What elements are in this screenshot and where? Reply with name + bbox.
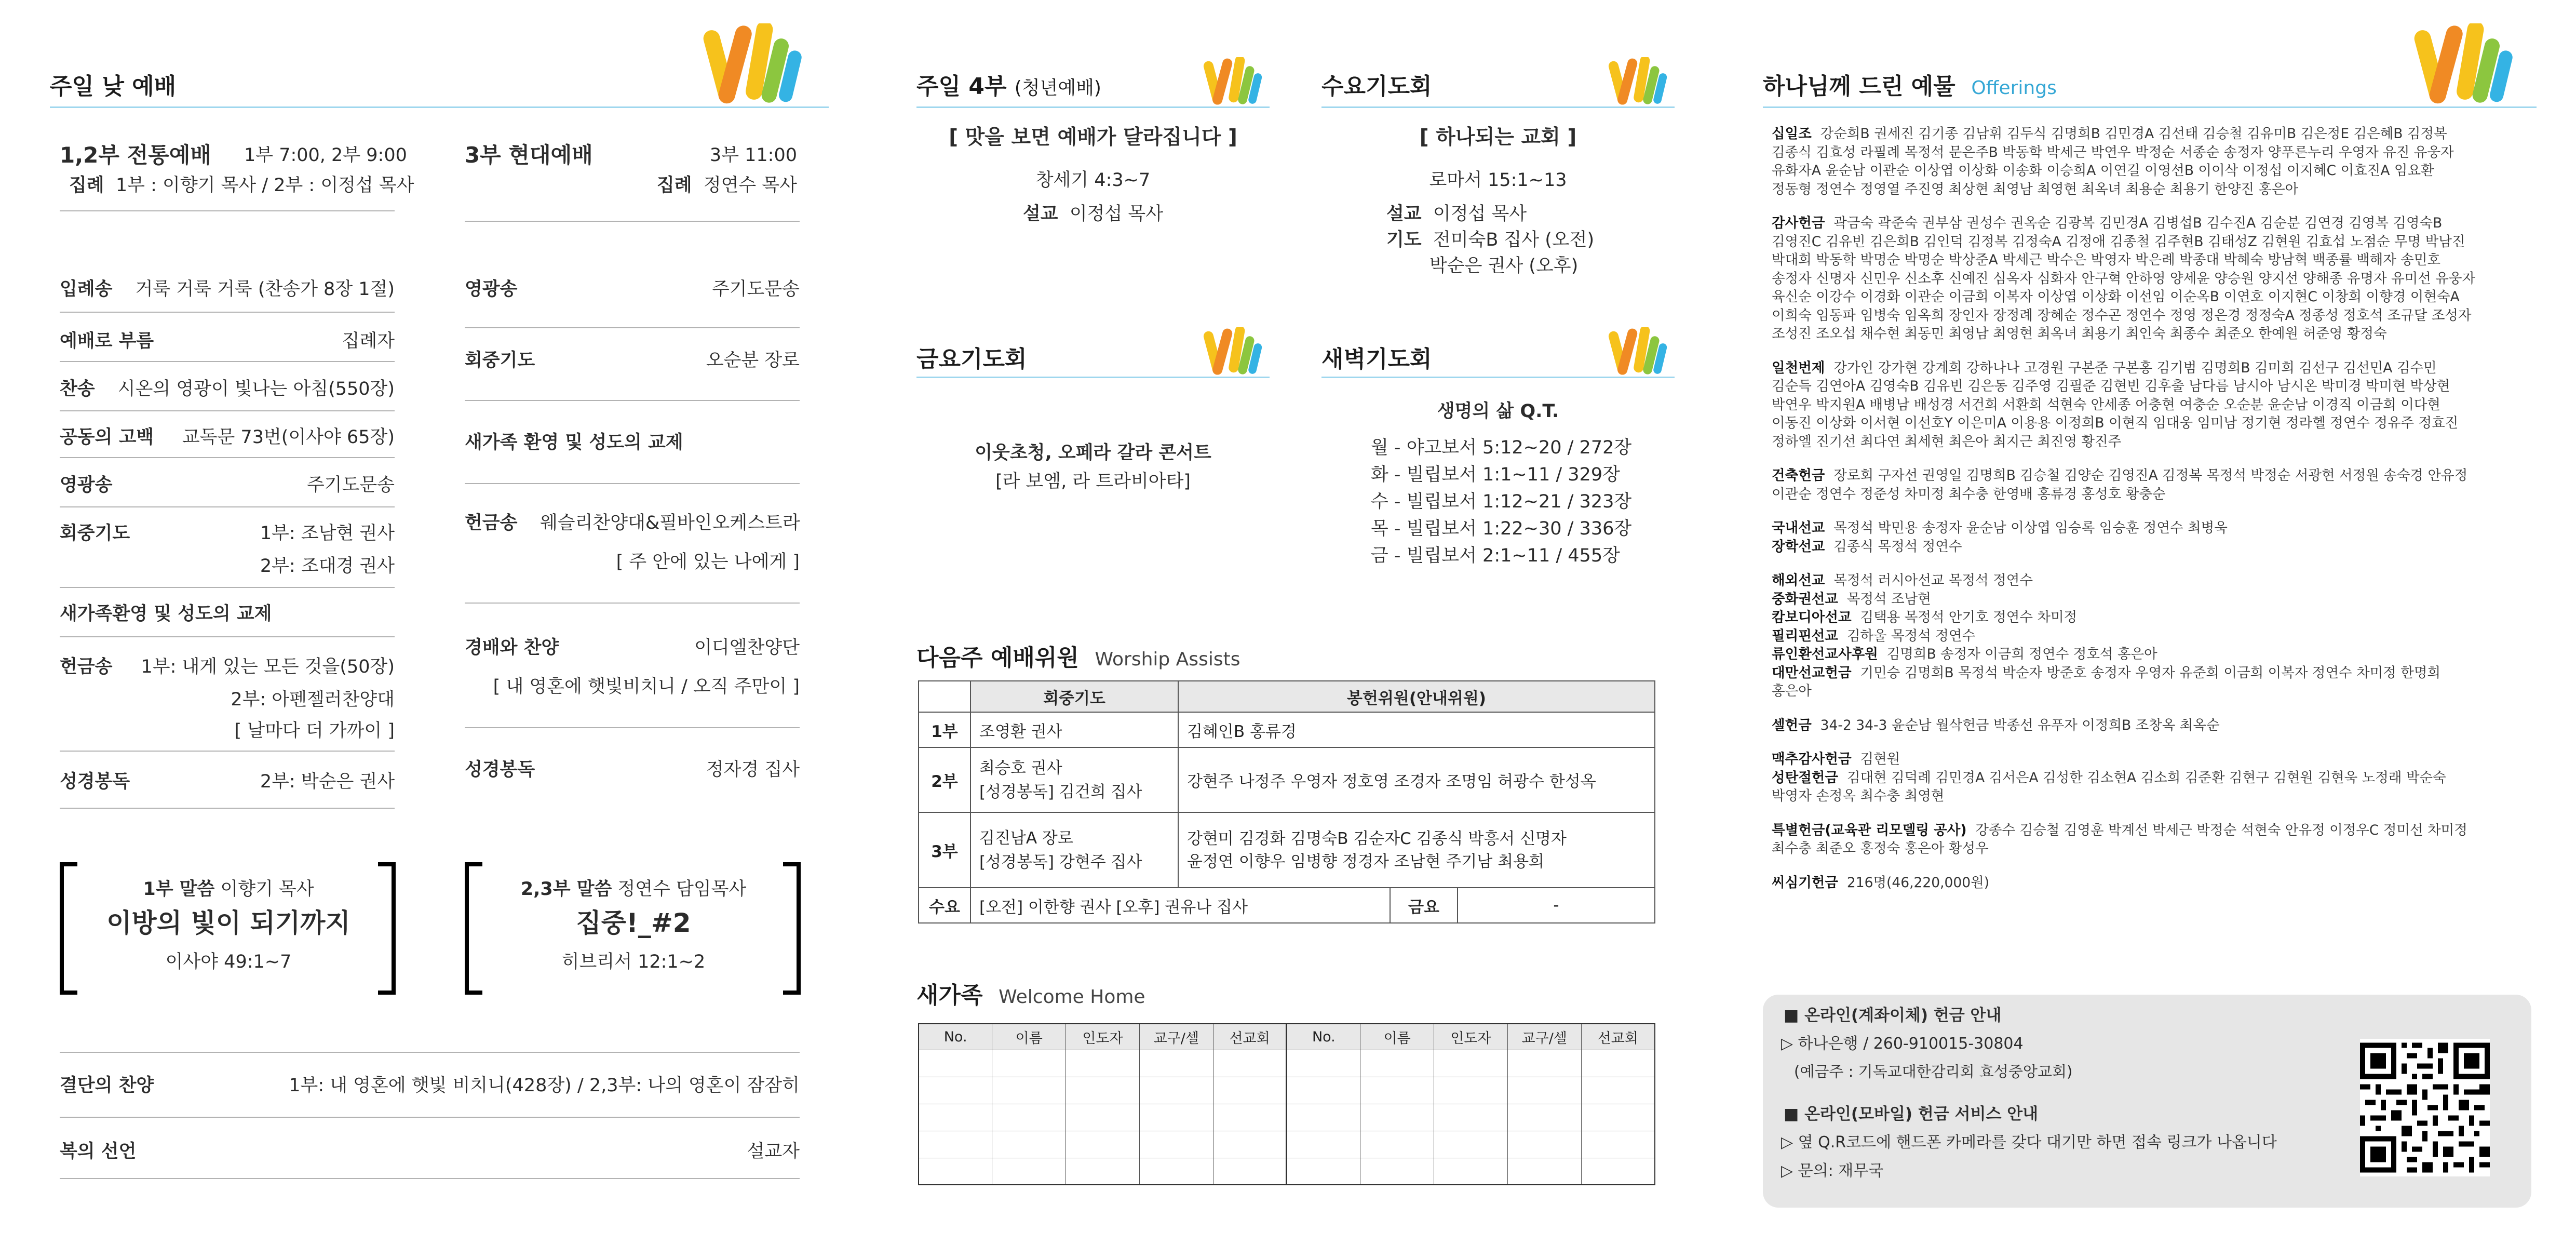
assist-header: 봉헌위원(안내위원) bbox=[1178, 681, 1655, 712]
order-row-label: 예배로 부름 bbox=[60, 331, 154, 352]
order-row-value: 1부: 내게 있는 모든 것을(50장) bbox=[141, 657, 395, 677]
dawn-line: 화 - 빌립보서 1:1~11 / 329장 bbox=[1371, 464, 1620, 485]
church-logo-icon bbox=[1604, 327, 1675, 377]
friday-title: 금요기도회 bbox=[916, 346, 1027, 372]
table-row bbox=[919, 1131, 1655, 1158]
service-12-label: 1,2부 전통예배 bbox=[60, 142, 211, 168]
worship-4-sermon: 설교 이정섭 목사 bbox=[1022, 204, 1164, 224]
order-row-value: 정자경 집사 bbox=[706, 759, 800, 780]
table-row: 2부 최승호 권사 [성경봉독] 김건희 집사 강현주 나정주 우영자 정호영 조경자 조명임 허광수 한성옥 bbox=[919, 747, 1655, 812]
order-row-value: 2부: 아펜젤러찬양대 bbox=[231, 689, 395, 710]
table-row bbox=[919, 1077, 1655, 1104]
sermon-1-title: 이방의 빛이 되기까지 bbox=[106, 908, 350, 938]
dawn-theme: 생명의 삶 Q.T. bbox=[1437, 401, 1559, 422]
sermon-23-preacher: 2,3부 말씀 정연수 담임목사 bbox=[520, 879, 747, 900]
friday-line2: [라 보엠, 라 트라비아타] bbox=[995, 471, 1191, 492]
wednesday-sermon: 설교 이정섭 목사 bbox=[1386, 204, 1527, 224]
online-line: ▷ 하나은행 / 260-910015-30804 bbox=[1781, 1035, 2024, 1053]
order-row-label: 새가족 환영 및 성도의 교제 bbox=[465, 432, 683, 453]
closing-value: 1부: 내 영혼에 햇빛 비치니(428장) / 2,3부: 나의 영혼이 잠잠히 bbox=[289, 1075, 800, 1096]
online-line: ▷ 옆 Q.R코드에 핸드폰 카메라를 갖다 대기만 하면 접속 링크가 나옵니다 bbox=[1781, 1133, 2277, 1152]
sermon-1-preacher: 1부 말씀 이향기 목사 bbox=[143, 879, 314, 900]
bracket-right bbox=[378, 862, 396, 995]
order-row-value: 2부: 박순은 권사 bbox=[260, 771, 395, 792]
order-row-label: 공동의 고백 bbox=[60, 427, 154, 448]
order-row-value: 교독문 73번(이사야 65장) bbox=[182, 427, 395, 448]
order-row-label: 헌금송 bbox=[60, 657, 113, 677]
sermon-1-ref: 이사야 49:1~7 bbox=[165, 952, 292, 972]
blessing-value: 설교자 bbox=[747, 1141, 800, 1162]
dawn-line: 목 - 빌립보서 1:22~30 / 336장 bbox=[1371, 518, 1632, 539]
church-logo-icon bbox=[1604, 57, 1675, 106]
table-row: 3부 김진남A 장로 [성경봉독] 강현주 집사 강현미 김경화 김명숙B 김순자C 김종식 박흥서 신명자 윤정연 이향우 임병향 정경자 조남현 주기남 최용희 bbox=[919, 812, 1655, 888]
online-heading-1: ■ 온라인(계좌이체) 헌금 안내 bbox=[1784, 1006, 2002, 1025]
church-logo-icon bbox=[688, 23, 823, 106]
closing-label: 결단의 찬양 bbox=[60, 1075, 154, 1096]
wednesday-prayer-2: 박순은 권사 (오후) bbox=[1429, 256, 1579, 276]
order-row-value: 1부: 조남현 권사 bbox=[260, 523, 395, 544]
online-line: (예금주 : 기독교대한감리회 효성중앙교회) bbox=[1794, 1063, 2073, 1080]
order-row-value: 웨슬리찬양대&필바인오케스트라 bbox=[540, 513, 800, 533]
wednesday-theme: [ 하나되는 교회 ] bbox=[1419, 126, 1577, 149]
sermon-23-ref: 히브리서 12:1~2 bbox=[561, 952, 706, 972]
online-line: ▷ 문의: 재무국 bbox=[1781, 1162, 1884, 1180]
order-row-label: 입례송 bbox=[60, 279, 113, 300]
order-row-value: 주기도문송 bbox=[711, 279, 800, 300]
bracket-left bbox=[60, 862, 77, 995]
order-row-label: 영광송 bbox=[465, 279, 518, 300]
assist-header: 회중기도 bbox=[970, 681, 1178, 712]
offerings-list: 십일조 강순희B 권세진 김기종 김남휘 김두식 김명희B 김민경A 김선태 김승철 김유미B 김은정E 김은혜B 김정복 김종식 김효성 라필례 목정석 문은주B 박동학 박세근 박연우 박정순 서종순 송정자 양푸른누리 우영자 유진 유웅자 유화자A 윤순남 이관순 이상엽 이상화 이송화 이승희A 이연길 이영선B 이이삭 이정섭 이지혜C 이효진A 임요환 정동형 정연수 정영열 주진영 최상현 최영남 최영현 최옥녀 최용순 최용기 한양진 홍은아 감사헌금 곽금숙 곽준숙 권부삼 권성수 권옥순 김광복 김민경A 김병섭B 김수진A 김순분 김연경 김영복 김영숙B 김영진C 김유빈 김은희B 김인덕 김정복 김정숙A 김정애 김종철 김주현B 김태성Z 김현원 김효섭 노점순 무명 박남진 박대희 박동학 박명순 박명순 박상준A 박세근 박수은 박영자 박은례 박종대 박혜숙 방남혁 백종률 백해자 송민호 송정자 신명자 신민우 신소후 신예진 심옥자 심화자 안구혁 안하영 양세윤 양승원 양지선 양해종 유명자 유미선 유웅자 육신순 이강수 이경화 이관순 이금희 이복자 이상엽 이상화 이선임 이순옥B 이연호 이지현C 이창희 이향경 이현숙A 이희숙 임동파 임병숙 임옥희 장인자 장정례 장혜순 정수곤 정연수 정영 정은경 정정숙A 정종성 정호석 조규달 조성자 조성진 조오섭 채수현 최동민 최영남 최영현 최옥녀 최용기 최인숙 최종수 최준오 한예원 허준영 황정숙 일천번제 강가인 강가현 강계희 강하나나 고경원 구본준 구본홍 김기범 김명희B 김미희 김선구 김선민A 김수민 김순득 김연아A 김영숙B 김유빈 김은동 김주영 김필준 김현빈 김후출 남다름 남시아 남시온 박미경 박미현 박상현 박연우 박지원A 배병남 배성경 서건희 서환희 석현숙 안세종 어충현 여충순 오순분 윤순남 이경직 이금희 이다현 이동진 이상화 이서현 이선호Y 이은미A 이용용 이정희B 이현직 임대웅 임미남 정기현 정라헬 정연수 정유주 정효진 정하엘 진기선 최다연 최세현 최은아 최지근 최진영 황진주 건축헌금 장로회 구자선 권영일 김명희B 김승철 김양순 김영진A 김정복 목정석 박정순 서광현 서정원 송숙경 안유정 이관순 정연수 정준성 차미정 최수충 한영배 홍류경 홍성호 황충순 국내선교 목정석 박민용 송정자 윤순남 이상엽 임승록 임승훈 정연수 최병욱 장학선교 김종식 목정석 정연수 해외선교 목정석 러시아선교 목정석 정연수 중화권선교 목정석 조남현 캄보디아선교 김택용 목정석 안기호 정연수 차미정 필리핀선교 김하울 목정석 정연수 류인환선교사후원 김명희B 송정자 이금희 정연수 정호석 홍은아 대만선교헌금 기민승 김명희B 목정석 박순자 방준호 송정자 우영자 유준희 이금희 이복자 정연수 차미정 한명희 홍은아 셀헌금 34-2 34-3 윤순남 월삭헌금 박종선 유푸자 이정희B 조창옥 최옥순 맥추감사헌금 김현원 성탄절헌금 김대현 김덕례 김민경A 김서은A 김성한 김소현A 김소희 김준환 김현구 김현원 김현욱 노정래 박순숙 박영자 손정옥 최수충 최영현 특별헌금(교육관 리모델링 공사) 강종수 김승철 김영훈 박계선 박세근 박정순 석현숙 안유정 이정우C 정미선 차미정 최수충 최준오 홍정숙 홍은아 황성우 씨심기헌금 216명(46,220,000원) bbox=[1772, 126, 2476, 891]
newfam-table: No. 이름 인도자 교구/셀 선교회 No. 이름 인도자 교구/셀 선교회 bbox=[918, 1023, 1655, 1185]
order-row-value: [ 내 영혼에 햇빛비치니 / 오직 주만이 ] bbox=[493, 676, 800, 697]
table-row bbox=[919, 1050, 1655, 1077]
table-row bbox=[919, 1158, 1655, 1185]
worship-4-title: 주일 4부 (청년예배) bbox=[916, 73, 1101, 100]
order-row-value: 집례자 bbox=[342, 331, 395, 352]
order-row-value: 시온의 영광이 빛나는 아침(550장) bbox=[117, 379, 395, 399]
wednesday-prayer: 기도 전미숙B 집사 (오전) bbox=[1386, 230, 1595, 250]
order-row-label: 경배와 찬양 bbox=[465, 637, 559, 658]
order-row-label: 회중기도 bbox=[465, 350, 535, 371]
order-row-value: 거룩 거룩 거룩 (찬송가 8장 1절) bbox=[135, 279, 395, 300]
newfam-title: 새가족 Welcome Home bbox=[916, 982, 1145, 1009]
order-row-label: 새가족환영 및 성도의 교제 bbox=[60, 604, 272, 624]
order-row-label: 영광송 bbox=[60, 475, 113, 496]
order-row-value: 2부: 조대경 권사 bbox=[260, 556, 395, 577]
wednesday-title: 수요기도회 bbox=[1321, 73, 1432, 100]
assist-title: 다음주 예배위원 Worship Assists bbox=[916, 645, 1240, 671]
assist-table bbox=[918, 680, 1655, 924]
order-row-label: 헌금송 bbox=[465, 513, 518, 533]
table-row bbox=[919, 1104, 1655, 1131]
dawn-title: 새벽기도회 bbox=[1321, 346, 1432, 372]
service-12-time: 1부 7:00, 2부 9:00 bbox=[244, 145, 407, 166]
online-heading-2: ■ 온라인(모바일) 헌금 서비스 안내 bbox=[1784, 1105, 2039, 1123]
sermon-23-title: 집중!_#2 bbox=[576, 908, 691, 938]
friday-line1: 이웃초청, 오페라 갈라 콘서트 bbox=[975, 443, 1211, 463]
wednesday-ref: 로마서 15:1~13 bbox=[1429, 170, 1567, 191]
service-3-presider: 집례 정연수 목사 bbox=[656, 175, 797, 196]
order-row-value: 이디엘찬양단 bbox=[694, 637, 800, 658]
order-row-value: 오순분 장로 bbox=[706, 350, 800, 371]
bracket-left bbox=[465, 862, 482, 995]
sunday-worship-title: 주일 낮 예배 bbox=[50, 73, 177, 100]
offerings-title: 하나님께 드린 예물 Offerings bbox=[1763, 73, 2057, 100]
order-row-value: 주기도문송 bbox=[306, 475, 395, 496]
dawn-line: 월 - 야고보서 5:12~20 / 272장 bbox=[1371, 437, 1632, 458]
worship-4-ref: 창세기 4:3~7 bbox=[1035, 170, 1151, 191]
order-row-label: 성경봉독 bbox=[60, 771, 130, 792]
dawn-line: 수 - 빌립보서 1:12~21 / 323장 bbox=[1371, 491, 1632, 512]
church-logo-icon bbox=[1199, 57, 1270, 106]
service-3-time: 3부 11:00 bbox=[709, 145, 797, 166]
order-row-label: 찬송 bbox=[60, 379, 95, 399]
bracket-right bbox=[783, 862, 801, 995]
order-row-value: [ 주 안에 있는 나에게 ] bbox=[616, 552, 800, 572]
order-row-label: 회중기도 bbox=[60, 523, 130, 544]
church-logo-icon bbox=[2399, 23, 2534, 106]
service-3-label: 3부 현대예배 bbox=[465, 142, 593, 168]
service-12-presider: 집례 1부 : 이향기 목사 / 2부 : 이정섭 목사 bbox=[69, 175, 414, 196]
blessing-label: 복의 선언 bbox=[60, 1141, 137, 1162]
order-row-label: 성경봉독 bbox=[465, 759, 535, 780]
table-row: 수요 [오전] 이한향 권사 [오후] 권유나 집사 금요 - bbox=[919, 888, 1655, 923]
worship-4-theme: [ 맛을 보면 예배가 달라집니다 ] bbox=[949, 126, 1237, 149]
qr-code-icon[interactable] bbox=[2360, 1039, 2490, 1176]
table-row: 1부 조영환 권사 김혜인B 홍류경 bbox=[919, 712, 1655, 747]
dawn-line: 금 - 빌립보서 2:1~11 / 455장 bbox=[1371, 545, 1620, 566]
order-row-value: [ 날마다 더 가까이 ] bbox=[234, 720, 395, 741]
church-logo-icon bbox=[1199, 327, 1270, 377]
